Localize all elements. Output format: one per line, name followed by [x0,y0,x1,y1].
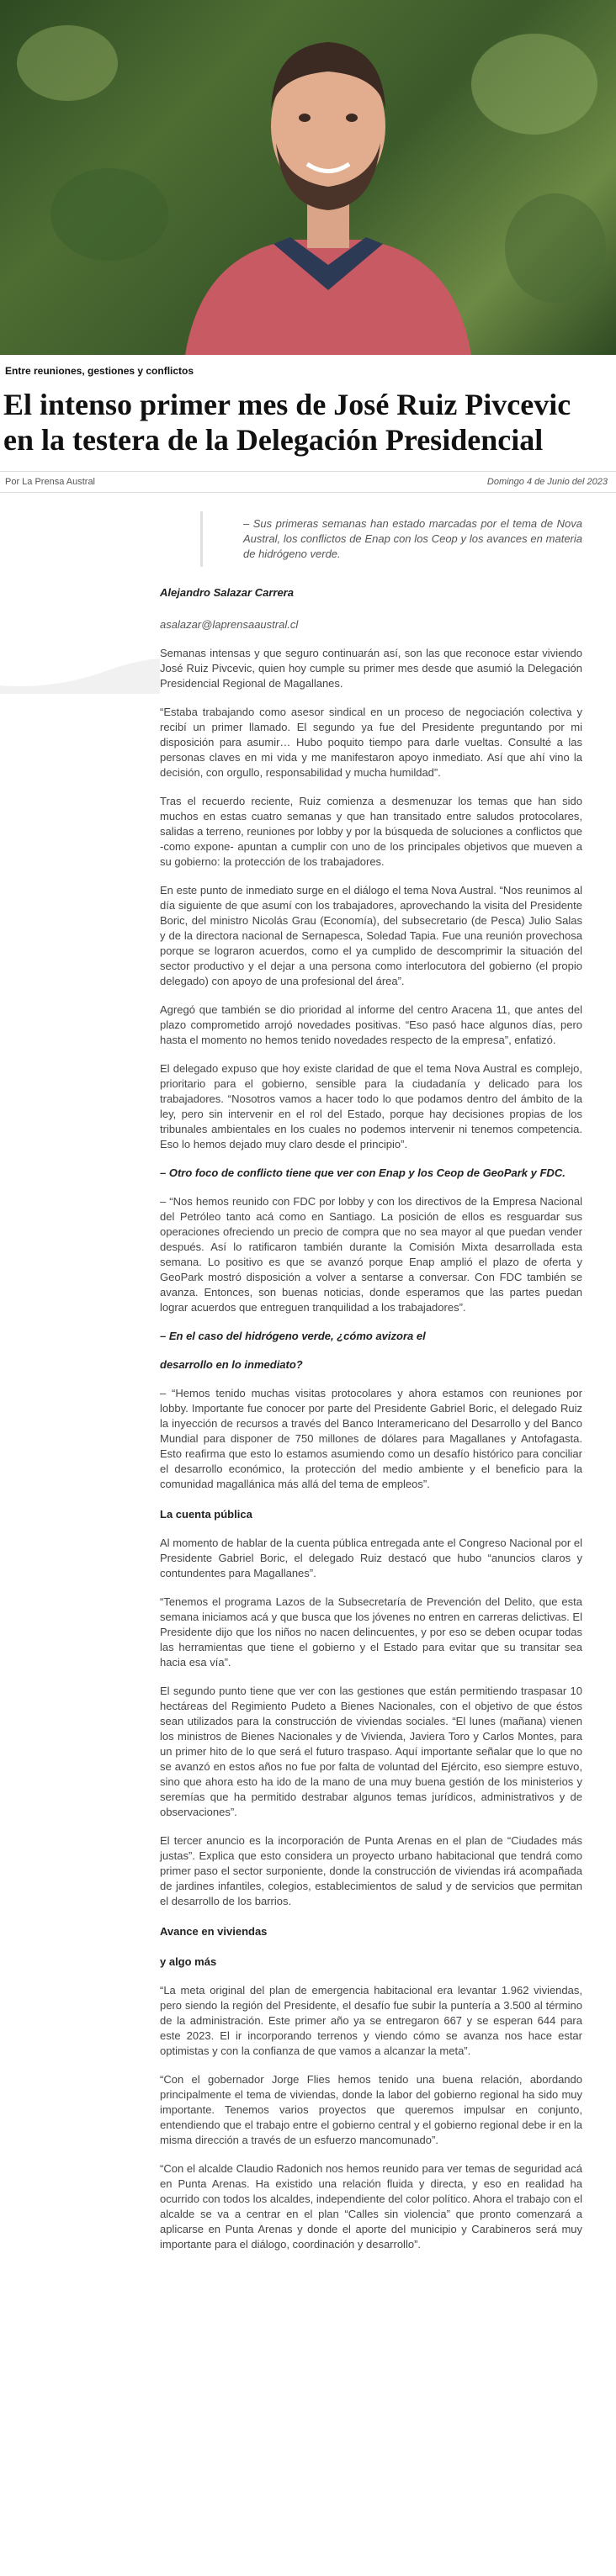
paragraph: Semanas intensas y que seguro continuarán así, son las que reconoce estar viviendo José Ruiz Pivcevic, quien hoy cumple su primer mes desde que asumió la Delegación Presidencial Regional de Magallanes. [160,647,582,690]
paragraph: El delegado expuso que hoy existe claridad de que el tema Nova Austral es complejo, prioritario para el gobierno, sensible para la ciudadanía y delicado para los trabajadores. “Nosotros vamos a hacer todo lo que podamos dentro del ámbito de la ley, pero sin intervenir en el rol del Estado, porque hay decisiones propias de los tribunales ambientales en los cuales no podemos intervenir ni tenemos competencia. Eso lo hemos dejado muy claro desde el principio”. [160,1062,582,1150]
lead-quote: – Sus primeras semanas han estado marcadas por el tema de Nova Austral, los conflictos de Enap con los Ceop y los avances en materia de hidrógeno verde. [200,511,582,567]
paragraph: “Con el gobernador Jorge Flies hemos tenido una buena relación, abordando principalmente el tema de viviendas, donde la labor del gobierno regional ha sido muy importante. Tenemos varios proyectos que queremos impulsar en conjunto, entendiendo que el trabajo entre el gobierno central y el gobierno regional debe ir en la misma dirección a través de un esfuerzo mancomunado”. [160,2073,582,2146]
author-email[interactable]: asalazar@laprensaaustral.cl [160,618,299,631]
author-name: Alejandro Salazar Carrera [160,586,294,599]
section-heading: y algo más [160,1955,217,1968]
paragraph: El tercer anuncio es la incorporación de Punta Arenas en el plan de “Ciudades más justas”. Explica que esto considera un proyecto urbano habitacional que tendrá como primer paso el sector surponiente, donde la construcción de viviendas irá acompañada de jardines infantiles, colegios, establecimientos de salud y de servicios que permitan el desarrollo de los barrios. [160,1834,582,1907]
article-title: El intenso primer mes de José Ruiz Pivcevic en la testera de la Delegación Presidencial [3,388,571,457]
paragraph: “Estaba trabajando como asesor sindical en un proceso de negociación colectiva y recibí un primer llamado. El segundo ya fue del Presidente preguntando por mi disposición para asumir… Hubo poquito tiempo para darle vueltas. Consulté a las personas claves en mi vida y me manifestaron apoyo inmediato. Así que ahí vino la decisión, con orgullo, responsabilidad y mucha humildad”. [160,706,582,779]
article-body [160,511,582,2252]
byline: Por La Prensa Austral [5,477,96,487]
paragraph: El segundo punto tiene que ver con las gestiones que están permitiendo traspasar 10 hectáreas del Regimiento Pudeto a Bienes Nacionales, con el objetivo de que éstos sean utilizados para la construcción de viviendas sociales. “El lunes (mañana) vienen los ministros de Bienes Nacionales y de Vivienda, Javiera Toro y Carlos Montes, para un primer hito de lo que será el futuro traspaso. Aquí importante señalar que lo que no se avanzó en estos años no fue por falta de voluntad del Ejército, eso siempre estuvo, sino que ahora esto ha ido de la mano de una muy buena gestión de los ministerios y seremías que ha permitido destrabar algunos temas jurídicos, administrativos y de observaciones”. [160,1685,582,1818]
paragraph: En este punto de inmediato surge en el diálogo el tema Nova Austral. “Nos reunimos al día siguiente de que asumí con los trabajadores, aprovechando la visita del Presidente Boric, del ministro Nicolás Grau (Economía), del subsecretario (de Pesca) Julio Salas y de la directora nacional de Sernapesca, Soledad Tapia. Fue una reunión provechosa porque se lograron acuerdos, como el ya cumplido de descomprimir la situación del sector productivo y el dejar a una persona como interlocutora del gobierno (el propio delegado) con apoyo de una profesional del área”. [160,884,582,987]
article-kicker: Entre reuniones, gestiones y conflictos [5,365,194,377]
foliage [17,25,118,101]
interview-question: – En el caso del hidrógeno verde, ¿cómo avizora el [160,1330,426,1342]
paragraph: Tras el recuerdo reciente, Ruiz comienza a desmenuzar los temas que han sido muchos en estas cuatro semanas y que han transitado entre saludos protocolares, salidas a terreno, reuniones por lobby y por la búsqueda de soluciones a conflictos que -como expone- apuntan a cumplir con uno de los principales objetivos que mueven a su gobierno: la protección de los trabajadores. [160,795,582,868]
publish-date: Domingo 4 de Junio del 2023 [486,477,608,487]
paragraph: “Tenemos el programa Lazos de la Subsecretaría de Prevención del Delito, que esta semana iniciamos acá y que busca que los jóvenes no entren en carreras delictivas. El Presidente dijo que los niños no nacen delincuentes, y por eso se deben ocupar todas las herramientas que tiene el gobierno y el Estado para evitar que su transitar sea hacia esa vía”. [160,1595,582,1669]
section-heading: Avance en viviendas [160,1925,268,1938]
paragraph: – “Hemos tenido muchas visitas protocolares y ahora estamos con reuniones por lobby. Importante fue conocer por parte del Presidente Gabriel Boric, el delegado Ruiz la inyección de recursos a través del Banco Interamericano del Desarrollo y del Banco Mundial para disponer de 750 millones de dólares para Magallanes y Antofagasta. Esto reafirma que esto lo estamos asumiendo como un desafío histórico para conciliar el desarrollo económico, la protección del medio ambiente y el beneficio para la comunidad magallánica más allá del tema de empleos”. [160,1387,582,1490]
paragraph: “Con el alcalde Claudio Radonich nos hemos reunido para ver temas de seguridad acá en Punta Arenas. Ha existido una relación fluida y directa, y eso en realidad ha ocurrido con todos los alcaldes, independiente del color político. Ahora el trabajo con el alcalde se va a centrar en el plan “Calles sin violencia” que pronto comenzará a aplicarse en Punta Arenas y donde el aporte del municipio y Carabineros será muy importante para el diálogo, coordinación y desarrollo”. [160,2162,582,2251]
paragraph: – “Nos hemos reunido con FDC por lobby y con los directivos de la Empresa Nacional del Petróleo tanto acá como en Santiago. La posición de ellos es resguardar sus operaciones ofreciendo un precio de compra que no sea mayor al que puedan vender después. Así lo ratificaron también durante la Comisión Mixta desarrollada esta semana. Lo positivo es que se avanzó porque Enap amplió el plazo de oferta y GeoPark mostró disposición a volver a sentarse a conversar. Con FDC también se avanza. Entonces, son buenas noticias, donde esperamos que las partes puedan lograr acuerdos que entreguen tranquilidad a los trabajadores”. [160,1195,582,1314]
interview-question: desarrollo en lo inmediato? [160,1358,303,1371]
section-heading: La cuenta pública [160,1508,252,1521]
paragraph: Agregó que también se dio prioridad al informe del centro Aracena 11, que antes del plazo comprometido arrojó novedades positivas. “Eso pasó hace algunos días, pero hasta el momento no hemos tenido novedades respecto de la empresa”, enfatizó. [160,1003,582,1046]
paragraph: Al momento de hablar de la cuenta pública entregada ante el Congreso Nacional por el Presidente Gabriel Boric, el delegado Ruiz destacó que hubo “anuncios claros y contundentes para Magallanes”. [160,1537,582,1579]
decorative-wave [0,627,160,694]
paragraph: “La meta original del plan de emergencia habitacional era levantar 1.962 viviendas, pero siendo la región del Presidente, el desafío fue subir la puntería a 3.500 al término de la administración. Este primer año ya se entregaron 667 y se esperan 644 para este 2023. El ir incorporando terrenos y viendo cómo se avanza nos hace estar optimistas y con la confianza de que vamos a alcanzar la meta”. [160,1984,582,2057]
byline-bar [0,471,616,493]
interview-question: – Otro foco de conflicto tiene que ver con Enap y los Ceop de GeoPark y FDC. [160,1166,566,1179]
hero-photo [0,0,616,355]
portrait-illustration [126,0,530,355]
